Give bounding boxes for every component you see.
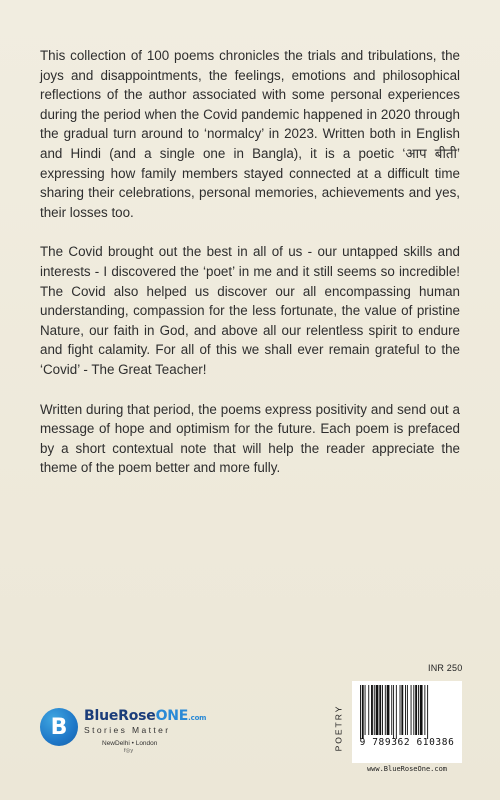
publisher-cities: NewDelhi • London [102, 740, 158, 747]
barcode-bar [424, 685, 425, 735]
barcode-bar [407, 685, 408, 735]
publisher-logo-icon [40, 708, 78, 746]
isbn-barcode [352, 681, 462, 763]
barcode-bar [374, 685, 375, 735]
blurb-paragraph-2: The Covid brought out the best in all of us - our untapped skills and interests - I discovered the ‘poet’ in me and it still seems so incredible! The Covid also helped us discover our all encompassing human understanding, compassion for the less fortunate, the value of pristine Nature, our faith in God, and above all our relentless spirit to endure and fight calamity. For all of this we shall ever remain grateful to the ‘Covid’ - The Great Teacher! [40, 244, 460, 377]
barcode-bar [393, 685, 394, 739]
publisher-brand [84, 708, 244, 754]
barcode-bar [385, 685, 386, 735]
category-label [330, 688, 346, 768]
barcode-bar [365, 685, 366, 735]
barcode-bar [382, 685, 383, 735]
social-icons: f◎y [124, 748, 134, 754]
barcode-bar [415, 685, 417, 735]
barcode-bar [427, 685, 428, 739]
barcode-bar [420, 685, 423, 735]
blurb-paragraph-1: This collection of 100 poems chronicles the trials and tribulations, the joys and disappointments, the feelings, emotions and philosophical reflections of the author associated with some personal experiences during the period when the Covid pandemic happened in 2020 through the gradual turn around to ‘normalcy’ in 2023. Written both in English and Hindi (and a single one in Bangla), it is a poetic ‘आप बीती’ expressing how family members stayed connected at a difficult time sharing their celebrations, personal memories, achievements and yes, their losses too. [40, 48, 460, 220]
barcode-bar [371, 685, 373, 735]
barcode-bar [379, 685, 381, 735]
barcode-bar [362, 685, 364, 739]
publisher-tagline: Stories Matter [84, 725, 171, 735]
publisher-name [84, 708, 244, 724]
logo-letter: B [50, 714, 68, 740]
blurb-paragraph-3: Written during that period, the poems express positivity and send out a message of hope and optimism for the future. Each poem is prefaced by a short contextual note that will help the reader appreciate the theme of the poem better and more fully. [40, 401, 460, 476]
publisher-name-suffix: .com [188, 714, 207, 722]
barcode-bar [387, 685, 390, 735]
barcode-bar [396, 685, 397, 739]
barcode-bar [391, 685, 392, 735]
barcode-bars [358, 685, 456, 739]
barcode-bar [411, 685, 412, 735]
barcode-bar [400, 685, 401, 735]
barcode-bar [360, 685, 361, 739]
isbn-number: 9 789362 610386 [359, 737, 455, 748]
price-label: INR 250 [428, 663, 463, 673]
barcode-bar [376, 685, 379, 735]
barcode-bar [413, 685, 414, 735]
blurb-text [40, 46, 460, 498]
publisher-name-main: BlueRose [84, 708, 156, 724]
barcode-bar [401, 685, 403, 735]
barcode-bar [368, 685, 369, 735]
publisher-website: www.BlueRoseOne.com [366, 765, 448, 773]
publisher-name-accent: ONE [155, 708, 189, 724]
category-text: POETRY [333, 704, 344, 752]
barcode-bar [418, 685, 419, 735]
barcode-bar [405, 685, 406, 735]
